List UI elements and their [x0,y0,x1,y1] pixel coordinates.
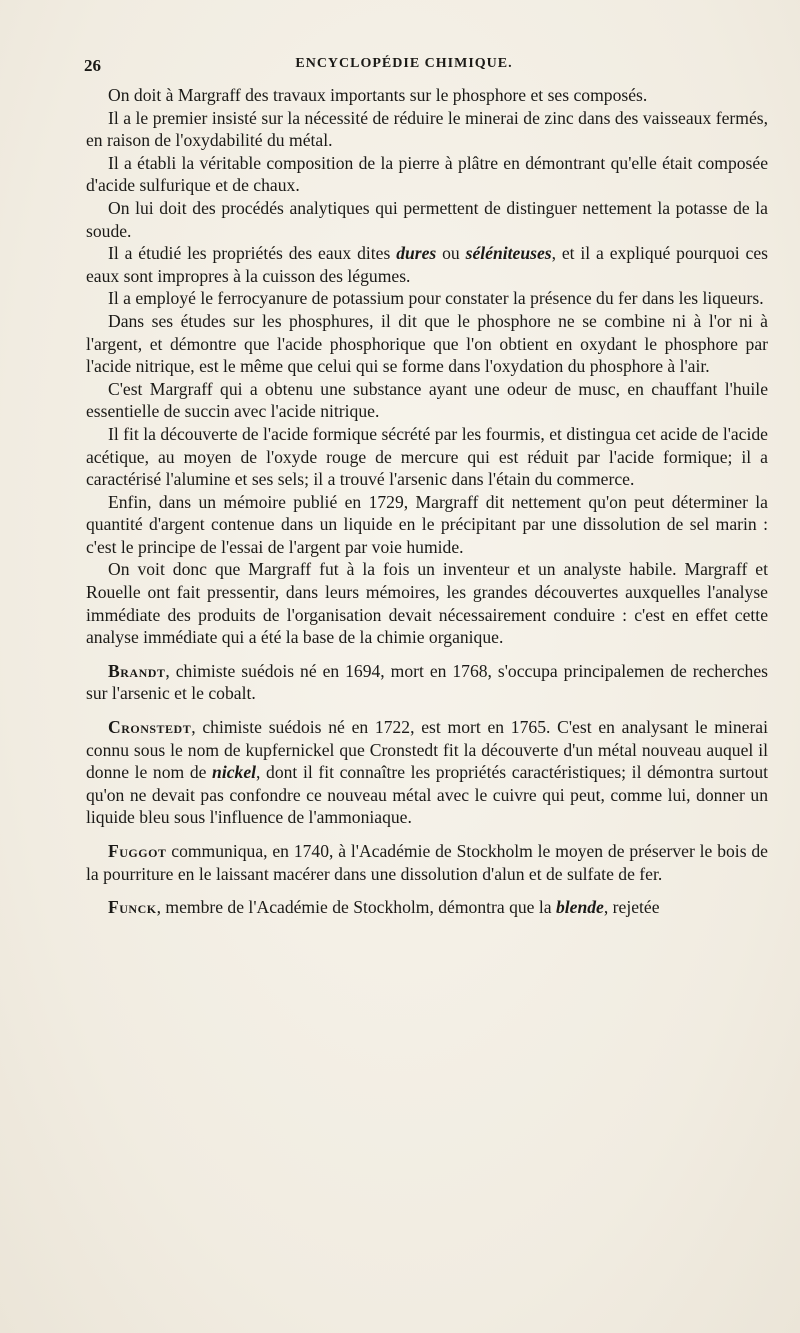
paragraph: Il fit la découverte de l'acide formique sécrété par les fourmis, et distingua cet acide de l'acide acétique, au moyen de l'oxyde rouge de mercure qui est réduit par l'acide formique; il a caractérisé l'alumine et ses sels; il a trouvé l'arsenic dans l'étain du commerce. [86,423,768,490]
text-run: , rejetée [603,897,660,918]
text-run: Il a étudié les propriétés des eaux dites [108,243,397,264]
body-text [86,84,768,919]
paragraph: On voit donc que Margraff fut à la fois un inventeur et un analyste habile. Margraff et Rouelle ont fait pressentir, dans leurs mémoires, les grandes découvertes auxquelles l'analyse immédiate des produits de l'organisation devait nécessairement conduire : c'est en effet cette analyse immédiate qui a été la base de la chimie organique. [86,559,768,648]
paragraph: On doit à Margraff des travaux importants sur le phosphore et ses composés. [108,85,648,105]
paragraph: Il a établi la véritable composition de la pierre à plâtre en démontrant qu'elle était composée d'acide sulfurique et de chaux. [86,152,768,196]
biography-entry [86,716,768,829]
running-head: ENCYCLOPÉDIE CHIMIQUE. [295,56,513,71]
biography-entry [86,660,768,705]
text-run: ou [436,243,466,264]
entry-name: Fuggot [108,841,167,861]
page-header [84,56,724,80]
entry-name: Brandt [108,660,166,681]
biography-entry [86,896,768,919]
text-run: communiqua, en 1740, à l'Académie de Stockholm le moyen de préserver le bois de la pourriture en le laissant macérer dans une dissolution d'alun et de sulfate de fer. [86,841,768,884]
paragraph: Il a le premier insisté sur la nécessité de réduire le minerai de zinc dans des vaisseaux fermés, en raison de l'oxydabilité du métal. [86,107,768,151]
paragraph: Il a employé le ferrocyanure de potassium pour constater la présence du fer dans les liqueurs. [108,288,764,309]
text-run: , membre de l'Académie de Stockholm, démontra que la [156,897,556,918]
paragraph: Enfin, dans un mémoire publié en 1729, Margraff dit nettement qu'on peut déterminer la quantité d'argent contenue dans un liquide en le précipitant par une dissolution de sel marin : c'est le principe de l'essai de l'argent par voie humide. [86,491,768,557]
text-run: , dont il fit connaître les propriétés caractéristiques; il démontra surtout qu'on ne devait pas confondre ce nouveau métal avec le cuivre qui peut, comme lui, donner un liquide bleu sous l'influence de l'ammoniaque. [86,762,769,828]
paragraph [86,242,768,287]
italic-term: blende [555,897,604,918]
page-number: 26 [84,56,101,75]
italic-term: séléniteuses [465,243,552,264]
text-run: , chimiste suédois né en 1722, est mort en 1765. C'est en analysant le minerai connu sous le nom de kupfernickel que Cronstedt fit la découverte d'un métal nouveau auquel il donne le nom de [86,717,768,783]
paragraph: On lui doit des procédés analytiques qui permettent de distinguer nettement la potasse de la soude. [86,197,768,241]
paragraph: C'est Margraff qui a obtenu une substance ayant une odeur de musc, en chauffant l'huile essentielle de succin avec l'acide nitrique. [86,378,768,422]
italic-term: nickel [212,762,257,783]
biography-entry [86,840,768,885]
paragraph: Dans ses études sur les phosphures, il dit que le phosphore ne se combine ni à l'or ni à l'argent, et démontre que l'acide phosphorique que l'on obtient en oxydant le phosphore par l'acide nitrique, est le même que celui qui se forme dans l'oxydation du phosphore à l'air. [86,310,768,377]
entry-name: Cronstedt [108,717,192,738]
text-run: , chimiste suédois né en 1694, mort en 1768, s'occupa principalemen de recherches sur l'arsenic et le cobalt. [86,660,768,704]
text-run: , et il a expliqué pourquoi ces eaux sont impropres à la cuisson des légumes. [86,243,768,286]
entry-name: Funck [108,897,157,918]
italic-term: dures [396,243,437,264]
